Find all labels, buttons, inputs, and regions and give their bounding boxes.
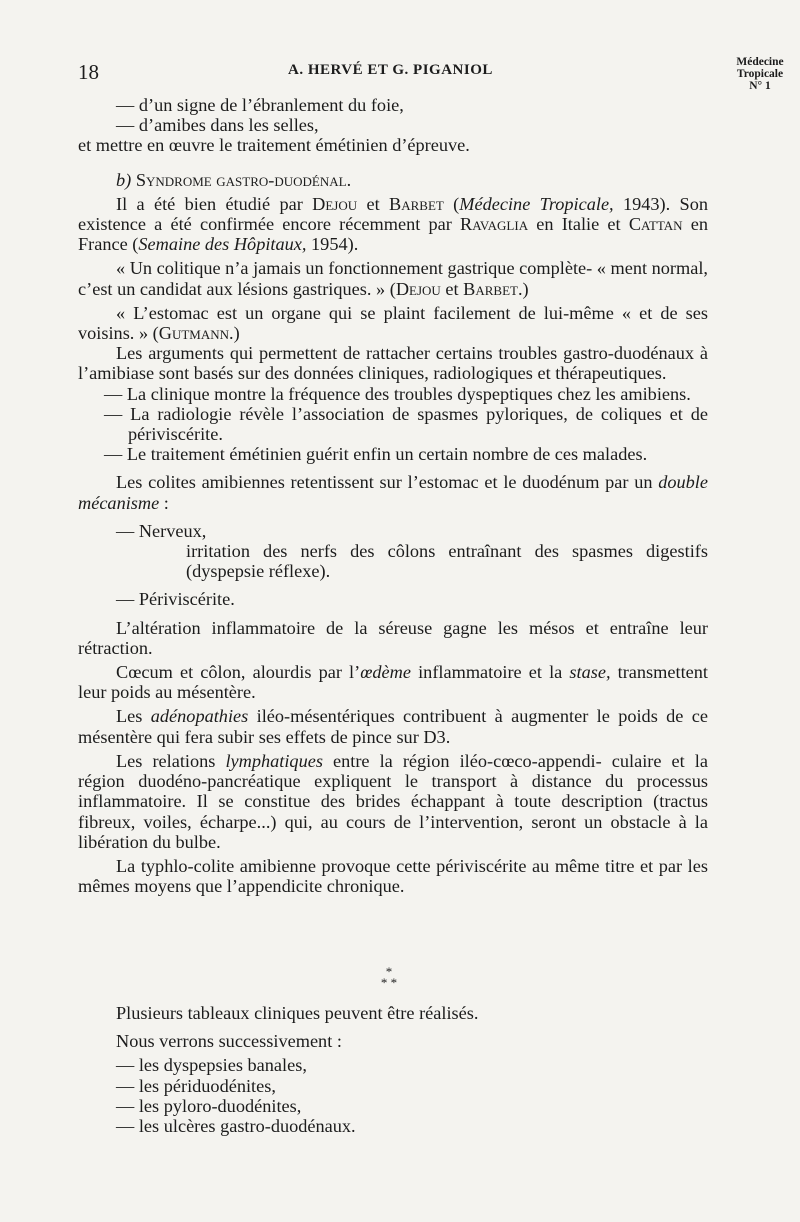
closing-section	[78, 1003, 708, 1136]
author-name: Dejou	[395, 278, 441, 299]
paragraph	[78, 751, 708, 852]
text-run: )	[233, 323, 240, 344]
author-name: Barbet	[389, 193, 444, 214]
paragraph: Les arguments qui permettent de rattacher certains troubles gastro-duodénaux à l’amibiase sont basés sur des données cliniques, radiologiques et thérapeutiques.	[78, 343, 708, 384]
text-run: )	[522, 278, 529, 299]
list-item: — La clinique montre la fréquence des troubles dyspeptiques chez les amibiens.	[104, 383, 691, 404]
list-item: — les pyloro-duodénites,	[116, 1095, 302, 1116]
section-letter: b)	[116, 169, 132, 190]
text-run: Les	[116, 706, 151, 727]
list-item-detail: irritation des nerfs des côlons entraînant des spasmes digestifs (dyspepsie réflexe).	[186, 541, 708, 582]
emphasis: œdème	[360, 662, 411, 683]
list-item: — d’un signe de l’ébranlement du foie,	[116, 95, 404, 115]
emphasis: stase,	[569, 662, 611, 683]
paragraph	[78, 194, 708, 255]
text-run: entre la région iléo-cœco-appendi- culaire et la région duodéno-pancréatique expliquent le transport à distance du processus inflammatoire. Il se constitue des brides échappant à toute description (tractus fibreux, voiles, écharpe...) qui, au cours de l’intervention, seront un obstacle à la libération du bulbe.	[78, 750, 708, 852]
journal-mark	[728, 56, 792, 92]
author-name: Dejou	[312, 193, 358, 214]
text-run: « Un colitique n’a jamais un fonctionnement gastrique complète- « ment normal, c’est un candidat aux lésions gastriques. » (	[78, 258, 708, 299]
item-list	[78, 1055, 708, 1136]
author-name: Ravaglia	[460, 214, 529, 235]
list-item: — d’amibes dans les selles,	[116, 115, 319, 136]
text-run: Cœcum et côlon, alourdis par l’	[116, 662, 361, 683]
author-name: Cattan	[628, 214, 683, 235]
text-run: Il a été bien étudié par	[116, 193, 313, 214]
list-item: — les dyspepsies banales,	[116, 1055, 307, 1076]
paragraph	[78, 662, 708, 702]
journal-mark-line1: Médecine	[736, 56, 784, 68]
text-run: en France (	[78, 214, 709, 255]
journal-title: Semaine des Hôpitaux,	[138, 234, 307, 255]
journal-mark-line2: Tropicale	[736, 68, 784, 80]
list-item: — Nerveux,	[116, 520, 207, 541]
text-run: en Italie et	[528, 214, 629, 235]
text-run: (	[443, 193, 460, 214]
journal-title: Médecine Tropicale,	[459, 193, 614, 214]
list-item: — Le traitement émétinien guérit enfin un certain nombre de ces malades.	[104, 444, 648, 465]
paragraph: Plusieurs tableaux cliniques peuvent être réalisés.	[116, 1003, 479, 1023]
section-heading	[78, 170, 708, 190]
paragraph	[78, 706, 708, 746]
quotation	[78, 303, 708, 343]
text-run: Les relations	[116, 750, 226, 771]
emphasis: adénopathies	[150, 706, 249, 727]
emphasis: double mécanisme	[78, 472, 708, 513]
text-run: « L’estomac est un organe qui se plaint facilement de lui-même « et de ses voisins. » (	[78, 302, 708, 344]
list-item: — les ulcères gastro-duodénaux.	[116, 1116, 356, 1137]
page-number: 18	[78, 60, 99, 84]
text-run: et	[440, 278, 464, 299]
author-name: Gutmann.	[158, 323, 234, 344]
section-title: Syndrome gastro-duodénal.	[135, 169, 352, 190]
paragraph: L’altération inflammatoire de la séreuse gagne les mésos et entraîne leur rétraction.	[78, 617, 708, 658]
paragraph: et mettre en œuvre le traitement émétinien d’épreuve.	[78, 135, 470, 156]
quotation	[78, 258, 708, 298]
text-run: Les colites amibiennes retentissent sur l’estomac et le duodénum par un	[116, 472, 659, 493]
text-run: transmettent leur poids au mésentère.	[78, 662, 708, 703]
page-header	[78, 58, 798, 98]
journal-mark-line3: N° 1	[749, 80, 771, 92]
paragraph: Nous verrons successivement :	[116, 1031, 342, 1052]
paragraph: La typhlo-colite amibienne provoque cette périviscérite au même titre et par les mêmes moyens que l’appendicite chronique.	[78, 855, 708, 897]
text-run: et	[357, 193, 390, 214]
author-name: Barbet.	[463, 278, 523, 299]
text-run: :	[159, 492, 169, 513]
list-item: — Périviscérite.	[116, 589, 235, 610]
text-run: iléo-mésentériques contribuent à augmenter le poids de ce mésentère qui fera subir ses effets de pince sur D3.	[78, 706, 709, 747]
text-run: 1943). Son existence a été confirmée encore récemment par	[78, 193, 708, 235]
text-run: 1954).	[306, 234, 359, 255]
emphasis: lymphatiques	[225, 750, 323, 771]
paragraph	[78, 472, 708, 512]
asterism-ornament: * * *	[380, 964, 398, 990]
list-item: — La radiologie révèle l’association de spasmes pyloriques, de coliques et de périviscérite.	[104, 403, 708, 445]
body-text	[78, 95, 708, 896]
text-run: inflammatoire et la	[410, 662, 570, 683]
running-head: A. HERVÉ ET G. PIGANIOL	[288, 62, 493, 78]
list-item: — les périduodénites,	[116, 1075, 276, 1096]
